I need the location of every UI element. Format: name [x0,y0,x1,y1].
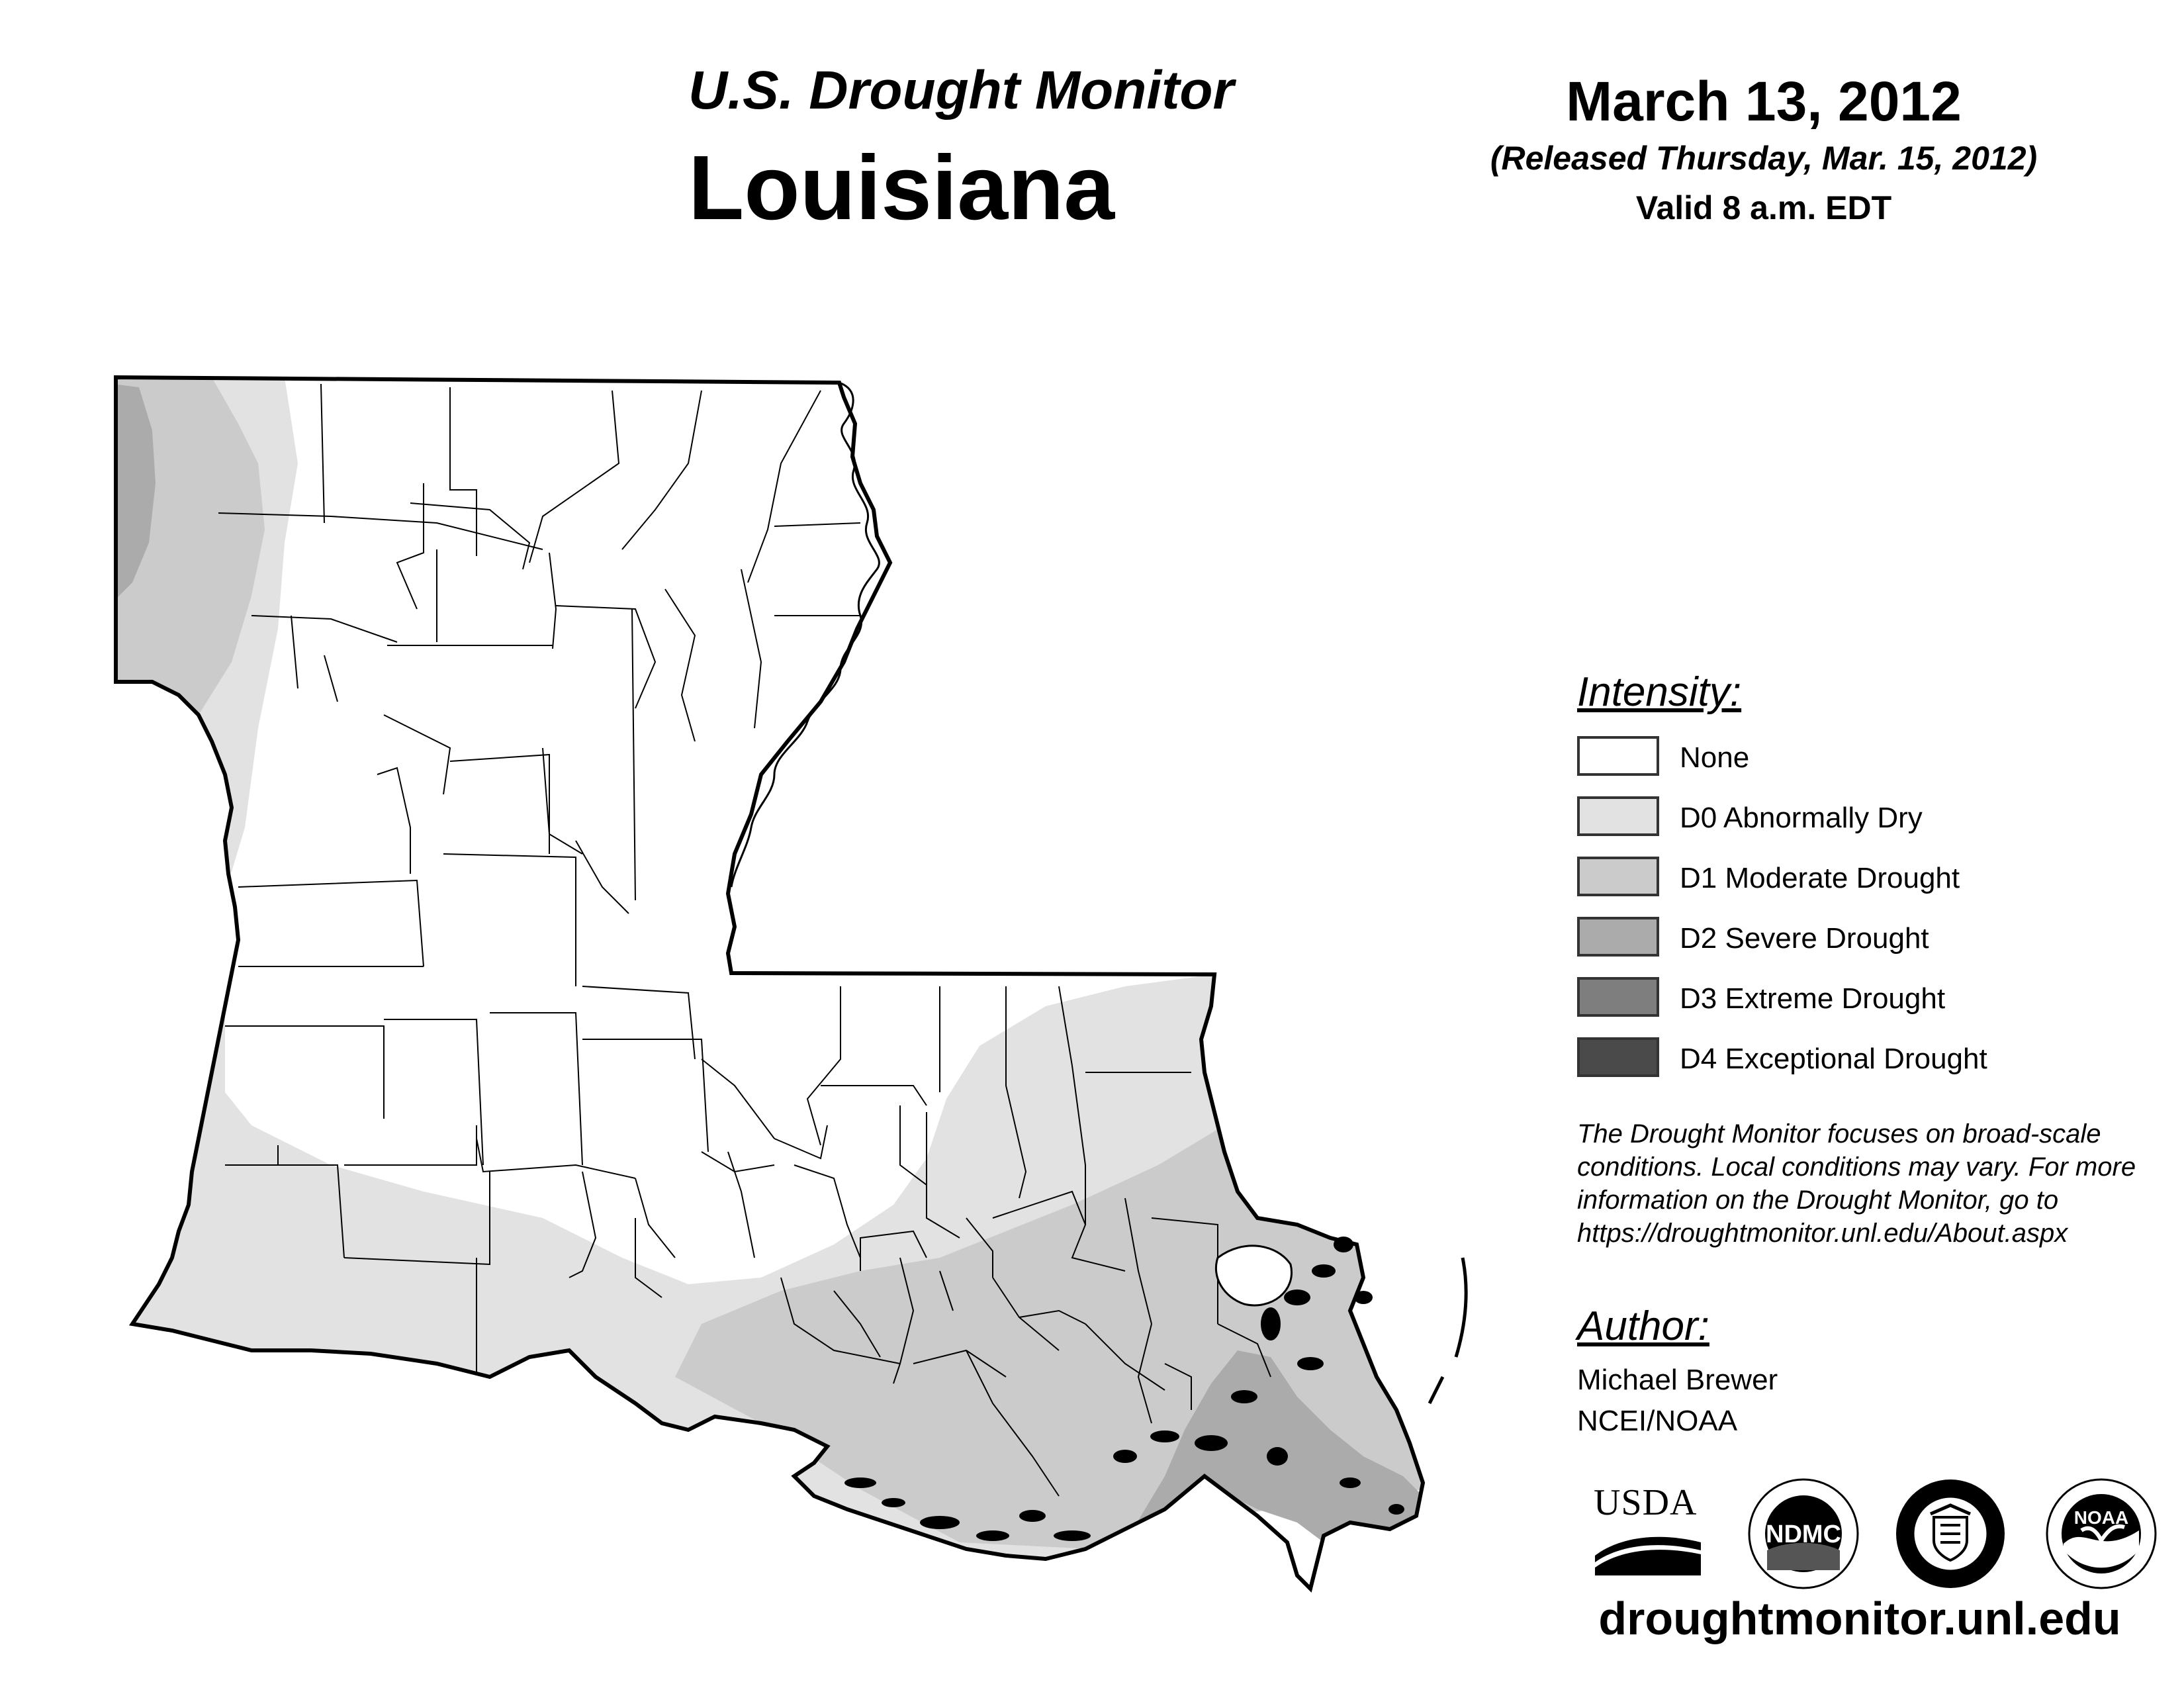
legend-swatch-d2 [1577,917,1659,957]
legend-swatch-d1 [1577,857,1659,896]
commerce-seal-logo [1894,1477,2007,1590]
legend-swatch-d0 [1577,796,1659,836]
legend-label: None [1680,741,1750,774]
ndmc-logo [1747,1477,1860,1590]
ndmc-logo-text: NDMC [1766,1521,1841,1548]
drought-shading [106,377,1423,1589]
drought-monitor-note: The Drought Monitor focuses on broad-scale conditions. Local conditions may vary. For more information on the Drought Monitor, go to https://droughtmonitor.unl.edu/About.aspx [1577,1119,2136,1248]
release-date: (Released Thursday, Mar. 15, 2012) [1490,140,2038,177]
website-url[interactable]: droughtmonitor.unl.edu [1598,1593,2121,1644]
author-name: Michael Brewer [1577,1364,1778,1396]
noaa-logo [2045,1477,2158,1590]
legend-label: D2 Severe Drought [1680,922,1929,955]
author-title: Author: [1577,1303,1709,1349]
legend-label: D3 Extreme Drought [1680,982,1946,1015]
usda-hills-icon [1595,1529,1701,1575]
legend-swatch-d4 [1577,1037,1659,1077]
usda-logo [1588,1481,1707,1581]
legend-label: D4 Exceptional Drought [1680,1043,1987,1075]
noaa-logo-text: NOAA [2073,1507,2129,1528]
valid-time: Valid 8 a.m. EDT [1635,189,1892,226]
author-org: NCEI/NOAA [1577,1405,1738,1437]
legend-swatch-none [1577,736,1659,776]
legend-label: D0 Abnormally Dry [1680,802,1923,834]
legend-label: D1 Moderate Drought [1680,862,1960,894]
usda-logo-text: USDA [1594,1482,1698,1523]
chandeleur-islands [1430,1258,1466,1403]
legend-swatch-d3 [1577,977,1659,1017]
legend-title: Intensity: [1577,669,1742,715]
map-date: March 13, 2012 [1566,70,1962,132]
